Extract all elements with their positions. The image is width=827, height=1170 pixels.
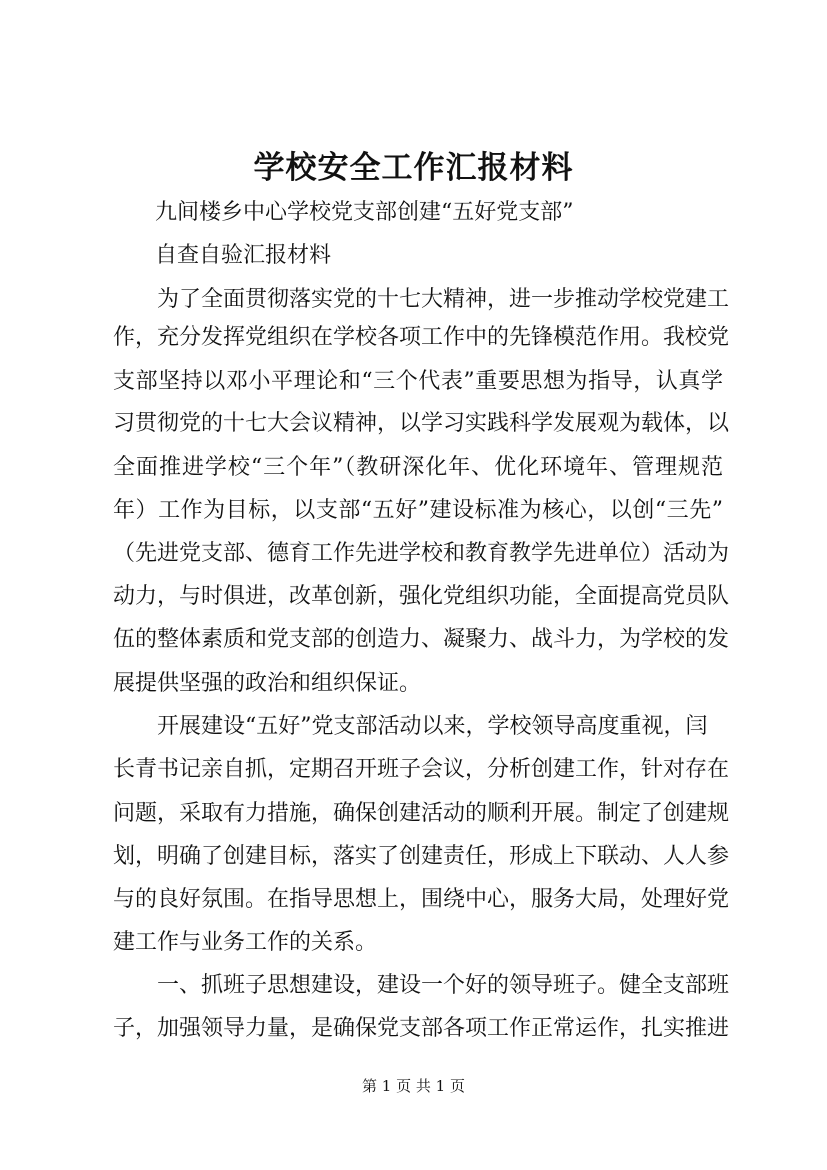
paragraph-1-line-7: （先进党支部、德育工作先进学校和教育教学先进单位）活动为 — [113, 541, 730, 566]
paragraph-1-line-2: 作，充分发挥党组织在学校各项工作中的先锋模范作用。我校党 — [113, 325, 730, 350]
page-number: 第 1 页 共 1 页 — [362, 1077, 465, 1095]
paragraph-1-line-4: 习贯彻党的十七大会议精神，以学习实践科学发展观为载体，以 — [113, 411, 730, 436]
paragraph-1-line-3: 支部坚持以邓小平理论和“三个代表”重要思想为指导，认真学 — [113, 369, 723, 394]
paragraph-2-line-5: 与的良好氛围。在指导思想上，围绕中心，服务大局，处理好党 — [113, 887, 730, 912]
paragraph-1-line-8: 动力，与时俱进，改革创新，强化党组织功能，全面提高党员队 — [113, 584, 730, 609]
paragraph-1-line-10: 展提供坚强的政治和组织保证。 — [113, 671, 422, 696]
paragraph-1-line-6: 年）工作为目标，以支部“五好”建设标准为核心，以创“三先” — [113, 498, 723, 523]
subtitle-line-2: 自查自验汇报材料 — [155, 243, 332, 268]
paragraph-2-line-1: 开展建设“五好”党支部活动以来，学校领导高度重视，闫 — [157, 714, 708, 739]
paragraph-3-line-1: 一、抓班子思想建设，建设一个好的领导班子。健全支部班 — [157, 973, 730, 998]
document-title: 学校安全工作汇报材料 — [253, 150, 574, 186]
paragraph-2-line-4: 划，明确了创建目标，落实了创建责任，形成上下联动、人人参 — [113, 844, 730, 869]
subtitle-line-1: 九间楼乡中心学校党支部创建“五好党支部” — [155, 200, 574, 225]
paragraph-1-line-1: 为了全面贯彻落实党的十七大精神，进一步推动学校党建工 — [157, 287, 730, 312]
paragraph-2-line-3: 问题，采取有力措施，确保创建活动的顺利开展。制定了创建规 — [113, 801, 730, 826]
paragraph-1-line-5: 全面推进学校“三个年”（教研深化年、优化环境年、管理规范 — [113, 455, 723, 480]
paragraph-1-line-9: 伍的整体素质和党支部的创造力、凝聚力、战斗力，为学校的发 — [113, 627, 730, 652]
paragraph-2-line-6: 建工作与业务工作的关系。 — [113, 930, 378, 955]
paragraph-2-line-2: 长青书记亲自抓，定期召开班子会议，分析创建工作，针对存在 — [113, 757, 730, 782]
paragraph-3-line-2: 子，加强领导力量，是确保党支部各项工作正常运作，扎实推进 — [113, 1016, 730, 1041]
